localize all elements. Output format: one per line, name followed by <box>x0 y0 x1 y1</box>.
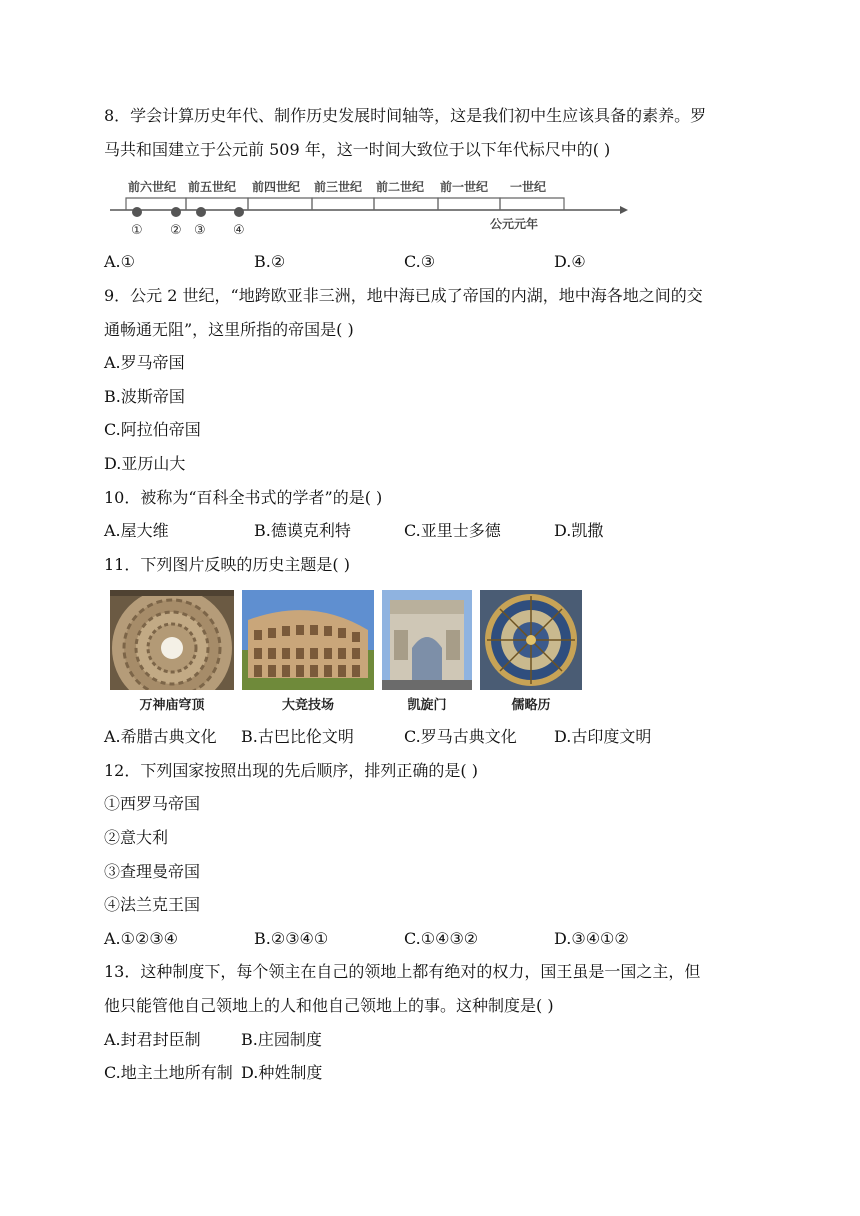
colosseum-image <box>242 590 374 690</box>
q9-option-c[interactable]: C.阿拉伯帝国 <box>104 420 201 439</box>
q9-option-d[interactable]: D.亚历山大 <box>104 454 186 473</box>
bracket-century-4 <box>312 198 374 210</box>
q11-option-b[interactable]: B.古巴比伦文明 <box>241 727 354 746</box>
century-label: 一世纪 <box>510 180 547 194</box>
q11-option-d[interactable]: D.古印度文明 <box>554 727 652 746</box>
marker-number: ③ <box>194 223 206 238</box>
q12-option-b[interactable]: B.②③④① <box>254 929 329 948</box>
bracket-century-3 <box>248 198 312 210</box>
q11-options <box>104 727 764 747</box>
q11-option-a[interactable]: A.希腊古典文化 <box>104 727 217 746</box>
century-label: 前六世纪 <box>128 180 177 194</box>
bracket-century-5 <box>374 198 438 210</box>
marker-number: ② <box>170 223 182 238</box>
bracket-century-7 <box>500 198 564 210</box>
q8-option-b[interactable]: B.② <box>254 252 286 271</box>
q8-options <box>104 252 764 272</box>
century-label: 前一世纪 <box>440 180 489 194</box>
marker-number: ④ <box>233 223 245 238</box>
q13-stem-line2: 他只能管他自己领地上的人和他自己领地上的事。这种制度是( ) <box>104 996 554 1015</box>
marker-number: ① <box>131 223 143 238</box>
q12-option-c[interactable]: C.①④③② <box>404 929 479 948</box>
caption-pantheon: 万神庙穹顶 <box>139 698 205 713</box>
triumphal-arch-image <box>382 590 472 690</box>
q12-option-d[interactable]: D.③④①② <box>554 929 629 948</box>
q12-item-2: ②意大利 <box>104 828 169 847</box>
timeline-marker-2 <box>171 207 181 217</box>
century-label: 前二世纪 <box>376 180 425 194</box>
julian-calendar-image <box>480 590 582 690</box>
q10-options <box>104 521 764 541</box>
bracket-century-6 <box>438 198 500 210</box>
q12-stem: 12．下列国家按照出现的先后顺序，排列正确的是( ) <box>104 761 478 780</box>
q8-option-c[interactable]: C.③ <box>404 252 436 271</box>
q13-option-a[interactable]: A.封君封臣制 <box>104 1030 201 1049</box>
century-label: 前三世纪 <box>314 180 363 194</box>
q10-option-b[interactable]: B.德谟克利特 <box>254 521 351 540</box>
year-zero-label: 公元元年 <box>490 217 539 231</box>
q8-option-a[interactable]: A.① <box>104 252 135 271</box>
q13-stem-line1: 13．这种制度下，每个领主在自己的领地上都有绝对的权力，国王虽是一国之主，但 <box>104 962 701 981</box>
q12-item-3: ③查理曼帝国 <box>104 862 201 881</box>
q11-option-c[interactable]: C.罗马古典文化 <box>404 727 517 746</box>
q9-option-a[interactable]: A.罗马帝国 <box>104 353 185 372</box>
caption-colosseum: 大竞技场 <box>281 698 334 713</box>
q12-item-4: ④法兰克王国 <box>104 895 201 914</box>
q10-option-a[interactable]: A.屋大维 <box>104 521 169 540</box>
q12-option-a[interactable]: A.①②③④ <box>104 929 179 948</box>
pantheon-dome-image <box>110 590 234 690</box>
q13-option-b[interactable]: B.庄园制度 <box>241 1030 322 1049</box>
q9-stem-line1: 9．公元 2 世纪，“地跨欧亚非三洲，地中海已成了帝国的内湖，地中海各地之间的交 <box>104 286 703 305</box>
caption-calendar: 儒略历 <box>511 698 551 713</box>
q8-stem-line2: 马共和国建立于公元前 509 年，这一时间大致位于以下年代标尺中的( ) <box>104 140 611 159</box>
caption-arch: 凯旋门 <box>407 698 447 713</box>
q8-option-d[interactable]: D.④ <box>554 252 586 271</box>
q12-options <box>104 929 764 949</box>
timeline-arrowhead <box>620 206 628 214</box>
q8-stem-line1: 8．学会计算历史年代、制作历史发展时间轴等，这是我们初中生应该具备的素养。罗 <box>104 106 707 125</box>
q13-option-d[interactable]: D.种姓制度 <box>241 1063 323 1082</box>
q13-option-c[interactable]: C.地主土地所有制 <box>104 1063 233 1082</box>
q10-stem: 10．被称为“百科全书式的学者”的是( ) <box>104 488 383 507</box>
q11-stem: 11．下列图片反映的历史主题是( ) <box>104 555 350 574</box>
q9-option-b[interactable]: B.波斯帝国 <box>104 387 185 406</box>
q10-option-d[interactable]: D.凯撒 <box>554 521 604 540</box>
q10-option-c[interactable]: C.亚里士多德 <box>404 521 501 540</box>
q13-options-row2 <box>104 1063 764 1083</box>
q9-stem-line2: 通畅通无阻”，这里所指的帝国是( ) <box>104 320 354 339</box>
century-label: 前四世纪 <box>252 180 301 194</box>
q13-options-row1 <box>104 1030 764 1050</box>
timeline-marker-4 <box>234 207 244 217</box>
q12-item-1: ①西罗马帝国 <box>104 794 201 813</box>
timeline-figure <box>108 176 628 240</box>
century-label: 前五世纪 <box>188 180 237 194</box>
timeline-marker-3 <box>196 207 206 217</box>
timeline-marker-1 <box>132 207 142 217</box>
